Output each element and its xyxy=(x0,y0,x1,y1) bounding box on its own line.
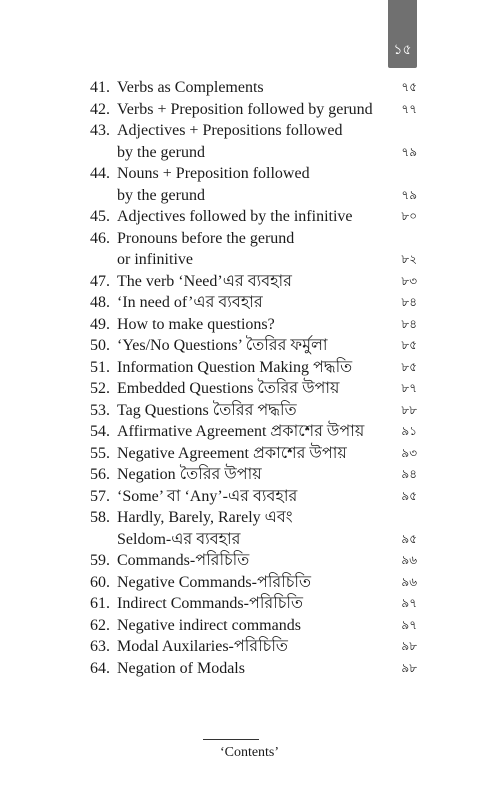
entry-number: 57. xyxy=(90,487,110,505)
footer-label: ‘Contents’ xyxy=(219,745,280,760)
entry-title: Nouns + Preposition followed xyxy=(117,165,310,182)
entry-title: or infinitive xyxy=(117,251,193,268)
toc-entry xyxy=(72,163,417,185)
entry-title: Adjectives + Prepositions followed xyxy=(117,122,343,139)
entry-title: Verbs + Preposition followed by gerund xyxy=(117,100,373,118)
entry-number: 62. xyxy=(90,616,110,634)
page-number: ১৫ xyxy=(393,42,412,58)
entry-title: How to make questions? xyxy=(117,315,275,333)
toc-entry xyxy=(72,636,417,658)
entry-title: by the gerund xyxy=(117,143,205,161)
entry-number: 43. xyxy=(90,122,110,139)
entry-page-number: ৯৪ xyxy=(401,467,417,481)
toc-entry xyxy=(72,400,417,422)
entry-title: Pronouns before the gerund xyxy=(117,229,295,247)
entry-page-number: ৯১ xyxy=(401,424,417,438)
entry-page-number: ৭৯ xyxy=(401,187,417,202)
entry-page-number: ৯৮ xyxy=(401,660,417,675)
footer-divider xyxy=(203,739,259,740)
entry-number: 61. xyxy=(90,595,110,612)
toc-entry xyxy=(72,550,417,572)
entry-number: 45. xyxy=(90,208,110,225)
toc-entry xyxy=(72,77,417,99)
entry-number: 53. xyxy=(90,401,110,419)
entry-number: 58. xyxy=(90,509,110,526)
toc-entry xyxy=(72,228,417,250)
entry-page-number: ৯৮ xyxy=(401,639,417,653)
entry-title: Information Question Making পদ্ধতি xyxy=(117,358,353,376)
entry-page-number: ৮৭ xyxy=(401,381,417,395)
toc-entry xyxy=(72,443,417,465)
toc-entry xyxy=(72,99,417,121)
toc-entry xyxy=(72,507,417,529)
entry-number: 56. xyxy=(90,466,110,483)
entry-number: 48. xyxy=(90,294,110,311)
entry-page-number: ৭৯ xyxy=(401,144,417,159)
toc-entry xyxy=(72,378,417,400)
toc-entry xyxy=(72,271,417,293)
entry-title: Verbs as Complements xyxy=(117,79,264,96)
entry-title: ‘In need of’এর ব্যবহার xyxy=(117,294,263,311)
entry-title: ‘Some’ বা ‘Any’-এর ব্যবহার xyxy=(117,487,298,505)
entry-title: Tag Questions তৈরির পদ্ধতি xyxy=(117,401,297,419)
entry-page-number: ৯৩ xyxy=(401,445,417,460)
page-number-tab xyxy=(388,0,417,68)
entry-title: Negative Agreement প্রকাশের উপায় xyxy=(117,444,347,462)
toc-entry xyxy=(72,615,417,637)
entry-number: 42. xyxy=(90,100,110,118)
entry-title: Adjectives followed by the infinitive xyxy=(117,208,353,225)
toc-entry-continuation xyxy=(72,529,417,551)
entry-page-number: ৯৫ xyxy=(401,531,417,546)
entry-title: Indirect Commands-পরিচিতি xyxy=(117,595,304,612)
entry-title: Seldom-এর ব্যবহার xyxy=(117,530,241,548)
toc-entry-continuation xyxy=(72,142,417,164)
entry-page-number: ৮৮ xyxy=(401,402,417,417)
entry-number: 51. xyxy=(90,358,110,376)
entry-page-number: ৯৬ xyxy=(401,574,417,589)
entry-page-number: ৯৭ xyxy=(401,596,417,610)
toc-entry xyxy=(72,421,417,443)
entry-title: Modal Auxilaries-পরিচিতি xyxy=(117,638,288,655)
entry-page-number: ৯৫ xyxy=(401,488,417,503)
entry-page-number: ৮৫ xyxy=(401,338,417,352)
entry-number: 49. xyxy=(90,315,110,333)
toc-entry xyxy=(72,314,417,336)
toc-entry xyxy=(72,206,417,228)
entry-number: 63. xyxy=(90,638,110,655)
entry-title: Affirmative Agreement প্রকাশের উপায় xyxy=(117,423,365,440)
entry-title: ‘Yes/No Questions’ তৈরির ফর্মুলা xyxy=(117,337,328,354)
entry-number: 47. xyxy=(90,272,110,290)
entry-title: Negative indirect commands xyxy=(117,616,301,634)
toc-entry xyxy=(72,572,417,594)
entry-page-number: ৮৩ xyxy=(401,273,417,288)
toc-entry-continuation xyxy=(72,249,417,271)
entry-number: 52. xyxy=(90,380,110,397)
entry-number: 60. xyxy=(90,573,110,591)
entry-number: 44. xyxy=(90,165,110,182)
entry-number: 64. xyxy=(90,659,110,677)
entry-page-number: ৮৪ xyxy=(401,316,417,331)
entry-number: 55. xyxy=(90,444,110,462)
toc-entry xyxy=(72,464,417,486)
toc-entry xyxy=(72,658,417,680)
toc-entry xyxy=(72,292,417,314)
entry-number: 41. xyxy=(90,79,110,96)
toc-entry-continuation xyxy=(72,185,417,207)
entry-title: by the gerund xyxy=(117,186,205,204)
entry-number: 50. xyxy=(90,337,110,354)
toc-entry xyxy=(72,593,417,615)
entry-page-number: ৮৪ xyxy=(401,295,417,309)
toc-entry xyxy=(72,486,417,508)
entry-title: Commands-পরিচিতি xyxy=(117,552,250,569)
entry-page-number: ৯৬ xyxy=(401,553,417,567)
entry-number: 54. xyxy=(90,423,110,440)
entry-number: 46. xyxy=(90,229,110,247)
entry-title: Embedded Questions তৈরির উপায় xyxy=(117,380,340,397)
table-of-contents xyxy=(72,77,417,679)
entry-page-number: ৯৭ xyxy=(401,617,417,632)
entry-page-number: ৮৫ xyxy=(401,359,417,374)
entry-number: 59. xyxy=(90,552,110,569)
entry-title: Negation of Modals xyxy=(117,659,245,677)
toc-entry xyxy=(72,357,417,379)
entry-page-number: ৮২ xyxy=(401,252,417,266)
entry-page-number: ৭৫ xyxy=(401,80,417,94)
toc-entry xyxy=(72,335,417,357)
entry-title: Negation তৈরির উপায় xyxy=(117,466,262,483)
entry-title: Hardly, Barely, Rarely এবং xyxy=(117,509,293,526)
entry-title: Negative Commands-পরিচিতি xyxy=(117,573,312,591)
entry-title: The verb ‘Need’এর ব্যবহার xyxy=(117,272,292,290)
entry-page-number: ৮০ xyxy=(401,209,417,223)
entry-page-number: ৭৭ xyxy=(401,101,417,116)
toc-entry xyxy=(72,120,417,142)
